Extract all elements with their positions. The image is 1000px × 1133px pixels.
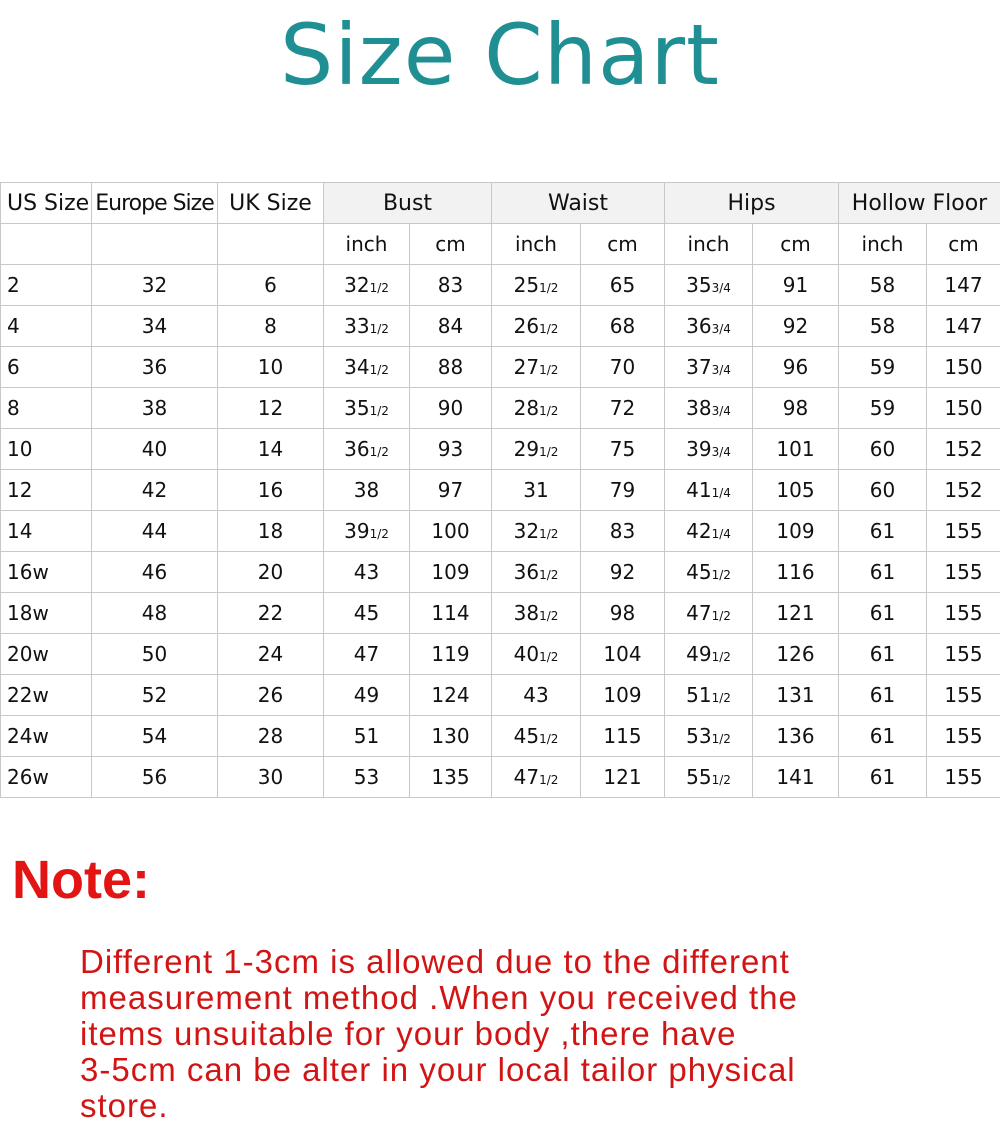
cell-hollow-cm: 147 (927, 265, 1000, 306)
cell-hollow-inch: 61 (839, 634, 927, 675)
cell-uk-size: 20 (218, 552, 324, 593)
cell-waist-inch: 43 (492, 675, 581, 716)
cell-bust-inch: 38 (324, 470, 410, 511)
cell-bust-cm: 109 (410, 552, 492, 593)
cell-us-size: 8 (1, 388, 92, 429)
note-line: items unsuitable for your body ,there have (80, 1015, 737, 1052)
cell-europe-size: 42 (92, 470, 218, 511)
header-waist: Waist (492, 183, 665, 224)
cell-europe-size: 54 (92, 716, 218, 757)
cell-hollow-inch: 61 (839, 593, 927, 634)
cell-hollow-inch: 61 (839, 552, 927, 593)
cell-bust-inch: 49 (324, 675, 410, 716)
fraction: 1/2 (539, 609, 559, 623)
cell-europe-size: 52 (92, 675, 218, 716)
cell-bust-inch: 43 (324, 552, 410, 593)
cell-hollow-inch: 59 (839, 388, 927, 429)
cell-europe-size: 36 (92, 347, 218, 388)
size-chart-table (0, 182, 1000, 798)
cell-hollow-cm: 155 (927, 634, 1000, 675)
fraction: 3/4 (711, 322, 731, 336)
cell-waist-inch: 31 (492, 470, 581, 511)
cell-bust-inch: 341/2 (324, 347, 410, 388)
cell-europe-size: 50 (92, 634, 218, 675)
cell-waist-inch: 271/2 (492, 347, 581, 388)
cell-hollow-cm: 155 (927, 511, 1000, 552)
cell-hollow-cm: 147 (927, 306, 1000, 347)
subheader-empty (218, 224, 324, 265)
cell-hips-inch: 491/2 (665, 634, 753, 675)
cell-waist-inch: 261/2 (492, 306, 581, 347)
table-row (1, 675, 1000, 716)
cell-waist-inch: 381/2 (492, 593, 581, 634)
cell-us-size: 4 (1, 306, 92, 347)
cell-bust-inch: 361/2 (324, 429, 410, 470)
note-body (80, 944, 960, 1124)
table-row (1, 552, 1000, 593)
fraction: 1/2 (711, 691, 731, 705)
table-row (1, 511, 1000, 552)
cell-uk-size: 24 (218, 634, 324, 675)
cell-hollow-cm: 155 (927, 675, 1000, 716)
cell-us-size: 24w (1, 716, 92, 757)
subheader-waist-cm: cm (581, 224, 665, 265)
cell-bust-cm: 84 (410, 306, 492, 347)
cell-hips-cm: 136 (753, 716, 839, 757)
cell-bust-cm: 124 (410, 675, 492, 716)
fraction: 3/4 (711, 404, 731, 418)
cell-waist-cm: 92 (581, 552, 665, 593)
cell-hips-inch: 373/4 (665, 347, 753, 388)
cell-bust-cm: 97 (410, 470, 492, 511)
cell-bust-inch: 351/2 (324, 388, 410, 429)
cell-waist-cm: 109 (581, 675, 665, 716)
fraction: 1/2 (539, 773, 559, 787)
cell-hips-cm: 98 (753, 388, 839, 429)
fraction: 1/2 (539, 650, 559, 664)
fraction: 1/2 (711, 609, 731, 623)
cell-hollow-inch: 60 (839, 470, 927, 511)
fraction: 1/4 (711, 527, 731, 541)
cell-hips-inch: 363/4 (665, 306, 753, 347)
note-line: 3-5cm can be alter in your local tailor physical (80, 1051, 796, 1088)
cell-bust-cm: 100 (410, 511, 492, 552)
cell-hips-cm: 101 (753, 429, 839, 470)
cell-waist-inch: 361/2 (492, 552, 581, 593)
cell-bust-inch: 321/2 (324, 265, 410, 306)
cell-europe-size: 34 (92, 306, 218, 347)
cell-hips-cm: 131 (753, 675, 839, 716)
subheader-empty (92, 224, 218, 265)
subheader-hips-cm: cm (753, 224, 839, 265)
cell-bust-inch: 51 (324, 716, 410, 757)
cell-hips-cm: 121 (753, 593, 839, 634)
cell-hollow-inch: 60 (839, 429, 927, 470)
cell-uk-size: 8 (218, 306, 324, 347)
fraction: 1/2 (539, 322, 559, 336)
cell-hips-inch: 471/2 (665, 593, 753, 634)
cell-us-size: 6 (1, 347, 92, 388)
table-row (1, 265, 1000, 306)
subheader-hollow-cm: cm (927, 224, 1000, 265)
note-line: store. (80, 1087, 169, 1124)
header-uk-size: UK Size (218, 183, 324, 224)
table-row (1, 347, 1000, 388)
header-europe-size: Europe Size (92, 183, 218, 224)
fraction: 1/2 (711, 568, 731, 582)
cell-bust-cm: 88 (410, 347, 492, 388)
fraction: 1/2 (539, 404, 559, 418)
note-line: measurement method .When you received the (80, 979, 798, 1016)
cell-us-size: 26w (1, 757, 92, 798)
page-title: Size Chart (280, 6, 720, 104)
cell-uk-size: 6 (218, 265, 324, 306)
fraction: 1/2 (369, 363, 389, 377)
header-us-size: US Size (1, 183, 92, 224)
cell-hips-inch: 383/4 (665, 388, 753, 429)
cell-waist-cm: 72 (581, 388, 665, 429)
subheader-empty (1, 224, 92, 265)
cell-uk-size: 16 (218, 470, 324, 511)
cell-hollow-cm: 150 (927, 347, 1000, 388)
table-row (1, 429, 1000, 470)
cell-hollow-inch: 58 (839, 265, 927, 306)
fraction: 1/2 (369, 445, 389, 459)
cell-bust-inch: 45 (324, 593, 410, 634)
cell-us-size: 10 (1, 429, 92, 470)
cell-hollow-inch: 58 (839, 306, 927, 347)
cell-waist-cm: 121 (581, 757, 665, 798)
header-bust: Bust (324, 183, 492, 224)
fraction: 1/2 (711, 773, 731, 787)
cell-waist-cm: 115 (581, 716, 665, 757)
cell-us-size: 20w (1, 634, 92, 675)
cell-hips-inch: 451/2 (665, 552, 753, 593)
cell-bust-cm: 93 (410, 429, 492, 470)
cell-hips-cm: 105 (753, 470, 839, 511)
fraction: 1/2 (539, 363, 559, 377)
cell-europe-size: 32 (92, 265, 218, 306)
fraction: 1/2 (369, 527, 389, 541)
cell-europe-size: 56 (92, 757, 218, 798)
cell-europe-size: 44 (92, 511, 218, 552)
cell-bust-cm: 90 (410, 388, 492, 429)
fraction: 1/2 (711, 650, 731, 664)
cell-uk-size: 26 (218, 675, 324, 716)
cell-europe-size: 48 (92, 593, 218, 634)
cell-waist-cm: 98 (581, 593, 665, 634)
cell-waist-cm: 70 (581, 347, 665, 388)
cell-hips-cm: 96 (753, 347, 839, 388)
cell-hips-cm: 91 (753, 265, 839, 306)
subheader-bust-inch: inch (324, 224, 410, 265)
cell-hips-inch: 411/4 (665, 470, 753, 511)
cell-bust-cm: 83 (410, 265, 492, 306)
cell-hollow-inch: 61 (839, 675, 927, 716)
fraction: 1/2 (369, 404, 389, 418)
cell-waist-inch: 251/2 (492, 265, 581, 306)
cell-uk-size: 14 (218, 429, 324, 470)
fraction: 3/4 (711, 445, 731, 459)
cell-waist-inch: 291/2 (492, 429, 581, 470)
cell-hips-inch: 393/4 (665, 429, 753, 470)
header-hips: Hips (665, 183, 839, 224)
cell-waist-inch: 321/2 (492, 511, 581, 552)
subheader-row (1, 224, 1000, 265)
cell-waist-inch: 401/2 (492, 634, 581, 675)
cell-hollow-inch: 61 (839, 511, 927, 552)
cell-hollow-cm: 152 (927, 429, 1000, 470)
table-row (1, 634, 1000, 675)
cell-hips-cm: 116 (753, 552, 839, 593)
cell-us-size: 14 (1, 511, 92, 552)
cell-hollow-cm: 155 (927, 716, 1000, 757)
cell-bust-cm: 130 (410, 716, 492, 757)
cell-hollow-cm: 150 (927, 388, 1000, 429)
cell-bust-inch: 391/2 (324, 511, 410, 552)
table-row (1, 757, 1000, 798)
cell-hollow-cm: 155 (927, 593, 1000, 634)
fraction: 1/2 (711, 732, 731, 746)
cell-hips-inch: 551/2 (665, 757, 753, 798)
table-row (1, 716, 1000, 757)
cell-uk-size: 10 (218, 347, 324, 388)
cell-bust-inch: 331/2 (324, 306, 410, 347)
cell-waist-cm: 79 (581, 470, 665, 511)
cell-waist-inch: 451/2 (492, 716, 581, 757)
cell-waist-cm: 68 (581, 306, 665, 347)
cell-hips-cm: 92 (753, 306, 839, 347)
cell-hips-inch: 421/4 (665, 511, 753, 552)
cell-uk-size: 22 (218, 593, 324, 634)
fraction: 3/4 (711, 281, 731, 295)
fraction: 1/4 (711, 486, 731, 500)
cell-uk-size: 30 (218, 757, 324, 798)
cell-us-size: 16w (1, 552, 92, 593)
cell-waist-cm: 65 (581, 265, 665, 306)
cell-hollow-inch: 61 (839, 716, 927, 757)
cell-hollow-cm: 155 (927, 552, 1000, 593)
cell-waist-cm: 104 (581, 634, 665, 675)
note-line: Different 1-3cm is allowed due to the different (80, 943, 790, 980)
cell-bust-cm: 114 (410, 593, 492, 634)
table-row (1, 306, 1000, 347)
cell-hips-cm: 126 (753, 634, 839, 675)
fraction: 1/2 (539, 281, 559, 295)
table-row (1, 470, 1000, 511)
note-heading: Note: (12, 850, 150, 910)
cell-hollow-cm: 152 (927, 470, 1000, 511)
cell-us-size: 22w (1, 675, 92, 716)
cell-hollow-inch: 59 (839, 347, 927, 388)
cell-uk-size: 12 (218, 388, 324, 429)
cell-bust-inch: 47 (324, 634, 410, 675)
cell-bust-inch: 53 (324, 757, 410, 798)
fraction: 1/2 (369, 281, 389, 295)
fraction: 1/2 (539, 445, 559, 459)
subheader-bust-cm: cm (410, 224, 492, 265)
cell-europe-size: 40 (92, 429, 218, 470)
cell-europe-size: 46 (92, 552, 218, 593)
cell-hips-cm: 141 (753, 757, 839, 798)
cell-uk-size: 18 (218, 511, 324, 552)
cell-bust-cm: 119 (410, 634, 492, 675)
cell-waist-cm: 75 (581, 429, 665, 470)
cell-waist-inch: 471/2 (492, 757, 581, 798)
cell-waist-inch: 281/2 (492, 388, 581, 429)
cell-hips-inch: 353/4 (665, 265, 753, 306)
cell-hollow-inch: 61 (839, 757, 927, 798)
cell-hips-inch: 511/2 (665, 675, 753, 716)
fraction: 1/2 (369, 322, 389, 336)
cell-waist-cm: 83 (581, 511, 665, 552)
header-hollow-floor: Hollow Floor (839, 183, 1000, 224)
cell-hollow-cm: 155 (927, 757, 1000, 798)
fraction: 1/2 (539, 732, 559, 746)
fraction: 3/4 (711, 363, 731, 377)
cell-us-size: 12 (1, 470, 92, 511)
fraction: 1/2 (539, 568, 559, 582)
cell-hips-inch: 531/2 (665, 716, 753, 757)
fraction: 1/2 (539, 527, 559, 541)
cell-us-size: 18w (1, 593, 92, 634)
cell-us-size: 2 (1, 265, 92, 306)
subheader-hollow-inch: inch (839, 224, 927, 265)
table-row (1, 388, 1000, 429)
cell-europe-size: 38 (92, 388, 218, 429)
subheader-waist-inch: inch (492, 224, 581, 265)
cell-bust-cm: 135 (410, 757, 492, 798)
table-row (1, 593, 1000, 634)
subheader-hips-inch: inch (665, 224, 753, 265)
header-row (1, 183, 1000, 224)
cell-uk-size: 28 (218, 716, 324, 757)
cell-hips-cm: 109 (753, 511, 839, 552)
